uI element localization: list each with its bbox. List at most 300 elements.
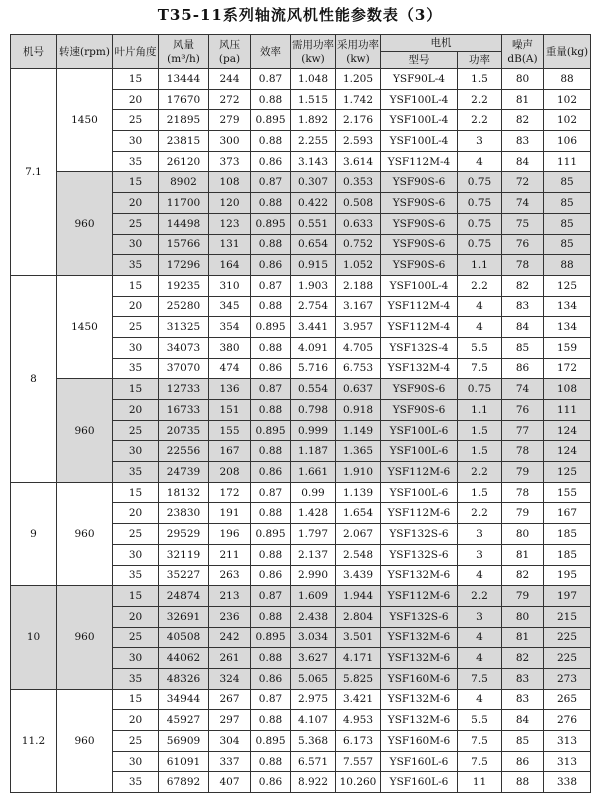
cell-required-power: 2.137 [291, 544, 336, 565]
cell-blade-angle: 15 [113, 379, 159, 400]
cell-motor-power: 0.75 [458, 193, 502, 214]
cell-motor-power: 0.75 [458, 379, 502, 400]
cell-noise: 76 [502, 234, 544, 255]
cell-adopted-power: 1.149 [336, 420, 381, 441]
cell-motor-power: 1.5 [458, 441, 502, 462]
cell-pressure: 136 [209, 379, 251, 400]
cell-motor-type: YSF90S-6 [381, 400, 458, 421]
cell-pressure: 261 [209, 648, 251, 669]
cell-weight: 124 [544, 420, 591, 441]
cell-pressure: 279 [209, 110, 251, 131]
cell-weight: 265 [544, 689, 591, 710]
cell-model-no: 8 [11, 275, 57, 482]
cell-required-power: 1.048 [291, 69, 336, 90]
cell-required-power: 3.441 [291, 317, 336, 338]
cell-noise: 86 [502, 358, 544, 379]
cell-motor-type: YSF160M-6 [381, 668, 458, 689]
cell-motor-power: 5.5 [458, 337, 502, 358]
cell-airflow: 45927 [159, 710, 209, 731]
cell-pressure: 213 [209, 586, 251, 607]
cell-required-power: 1.428 [291, 503, 336, 524]
cell-airflow: 22556 [159, 441, 209, 462]
cell-airflow: 24739 [159, 462, 209, 483]
cell-airflow: 32119 [159, 544, 209, 565]
cell-motor-type: YSF112M-6 [381, 462, 458, 483]
cell-required-power: 2.990 [291, 565, 336, 586]
cell-noise: 83 [502, 668, 544, 689]
header-noise: 噪声dB(A) [502, 35, 544, 69]
cell-airflow: 23815 [159, 131, 209, 152]
cell-adopted-power: 7.557 [336, 751, 381, 772]
cell-blade-angle: 15 [113, 69, 159, 90]
cell-adopted-power: 10.260 [336, 772, 381, 793]
cell-weight: 124 [544, 441, 591, 462]
cell-blade-angle: 15 [113, 689, 159, 710]
cell-weight: 155 [544, 482, 591, 503]
cell-speed: 960 [57, 482, 113, 585]
cell-adopted-power: 0.752 [336, 234, 381, 255]
cell-motor-power: 2.2 [458, 462, 502, 483]
cell-noise: 85 [502, 731, 544, 752]
cell-noise: 82 [502, 565, 544, 586]
cell-pressure: 211 [209, 544, 251, 565]
cell-noise: 78 [502, 441, 544, 462]
cell-required-power: 4.107 [291, 710, 336, 731]
cell-required-power: 3.034 [291, 627, 336, 648]
cell-pressure: 242 [209, 627, 251, 648]
cell-weight: 195 [544, 565, 591, 586]
cell-motor-type: YSF90S-6 [381, 193, 458, 214]
cell-pressure: 337 [209, 751, 251, 772]
cell-motor-power: 5.5 [458, 710, 502, 731]
header-motor-power: 功率 [458, 52, 502, 69]
header-airflow: 风量(m³/h) [159, 35, 209, 69]
cell-adopted-power: 2.593 [336, 131, 381, 152]
cell-weight: 108 [544, 379, 591, 400]
cell-efficiency: 0.86 [251, 151, 291, 172]
cell-efficiency: 0.88 [251, 544, 291, 565]
cell-blade-angle: 25 [113, 317, 159, 338]
cell-efficiency: 0.88 [251, 648, 291, 669]
cell-speed: 1450 [57, 275, 113, 378]
cell-blade-angle: 20 [113, 400, 159, 421]
cell-speed: 1450 [57, 69, 113, 172]
cell-adopted-power: 0.633 [336, 213, 381, 234]
cell-weight: 111 [544, 151, 591, 172]
cell-efficiency: 0.88 [251, 710, 291, 731]
cell-weight: 159 [544, 337, 591, 358]
cell-weight: 102 [544, 110, 591, 131]
cell-motor-type: YSF160L-6 [381, 751, 458, 772]
cell-airflow: 31325 [159, 317, 209, 338]
cell-pressure: 407 [209, 772, 251, 793]
cell-model-no: 11.2 [11, 689, 57, 792]
cell-pressure: 172 [209, 482, 251, 503]
cell-noise: 81 [502, 89, 544, 110]
cell-noise: 80 [502, 606, 544, 627]
table-title: T35-11系列轴流风机性能参数表（3） [157, 6, 443, 24]
cell-adopted-power: 6.753 [336, 358, 381, 379]
cell-efficiency: 0.87 [251, 275, 291, 296]
cell-adopted-power: 4.171 [336, 648, 381, 669]
cell-airflow: 18132 [159, 482, 209, 503]
cell-motor-type: YSF132M-6 [381, 565, 458, 586]
table-row [11, 482, 591, 503]
cell-blade-angle: 20 [113, 606, 159, 627]
cell-blade-angle: 25 [113, 731, 159, 752]
cell-airflow: 34944 [159, 689, 209, 710]
cell-efficiency: 0.88 [251, 337, 291, 358]
cell-weight: 273 [544, 668, 591, 689]
cell-speed: 960 [57, 172, 113, 275]
cell-blade-angle: 25 [113, 110, 159, 131]
cell-required-power: 0.999 [291, 420, 336, 441]
cell-blade-angle: 30 [113, 337, 159, 358]
cell-adopted-power: 2.067 [336, 524, 381, 545]
cell-efficiency: 0.895 [251, 731, 291, 752]
cell-motor-type: YSF132M-6 [381, 648, 458, 669]
cell-efficiency: 0.88 [251, 296, 291, 317]
cell-noise: 78 [502, 255, 544, 276]
cell-weight: 313 [544, 731, 591, 752]
header-weight: 重量(kg) [544, 35, 591, 69]
cell-motor-power: 7.5 [458, 731, 502, 752]
cell-noise: 86 [502, 751, 544, 772]
header-pressure: 风压(pa) [209, 35, 251, 69]
cell-adopted-power: 0.508 [336, 193, 381, 214]
cell-pressure: 297 [209, 710, 251, 731]
cell-weight: 185 [544, 544, 591, 565]
cell-motor-power: 3 [458, 606, 502, 627]
cell-noise: 81 [502, 544, 544, 565]
cell-weight: 197 [544, 586, 591, 607]
cell-airflow: 48326 [159, 668, 209, 689]
cell-motor-power: 4 [458, 689, 502, 710]
cell-weight: 185 [544, 524, 591, 545]
cell-airflow: 23830 [159, 503, 209, 524]
cell-blade-angle: 35 [113, 462, 159, 483]
cell-blade-angle: 20 [113, 503, 159, 524]
cell-pressure: 191 [209, 503, 251, 524]
cell-motor-type: YSF132M-6 [381, 627, 458, 648]
cell-pressure: 304 [209, 731, 251, 752]
cell-airflow: 11700 [159, 193, 209, 214]
cell-pressure: 123 [209, 213, 251, 234]
cell-adopted-power: 1.139 [336, 482, 381, 503]
cell-noise: 85 [502, 337, 544, 358]
table-row [11, 172, 591, 193]
cell-weight: 125 [544, 275, 591, 296]
cell-efficiency: 0.895 [251, 627, 291, 648]
cell-motor-power: 4 [458, 317, 502, 338]
cell-adopted-power: 2.804 [336, 606, 381, 627]
cell-pressure: 164 [209, 255, 251, 276]
cell-airflow: 37070 [159, 358, 209, 379]
cell-noise: 81 [502, 627, 544, 648]
cell-motor-type: YSF100L-4 [381, 89, 458, 110]
cell-motor-power: 4 [458, 151, 502, 172]
cell-efficiency: 0.895 [251, 420, 291, 441]
cell-noise: 83 [502, 689, 544, 710]
cell-motor-power: 4 [458, 627, 502, 648]
cell-pressure: 151 [209, 400, 251, 421]
cell-noise: 79 [502, 503, 544, 524]
cell-adopted-power: 1.742 [336, 89, 381, 110]
cell-weight: 111 [544, 400, 591, 421]
cell-blade-angle: 35 [113, 668, 159, 689]
cell-efficiency: 0.88 [251, 234, 291, 255]
cell-adopted-power: 4.705 [336, 337, 381, 358]
cell-motor-power: 7.5 [458, 358, 502, 379]
cell-required-power: 5.065 [291, 668, 336, 689]
cell-motor-type: YSF90S-6 [381, 255, 458, 276]
cell-motor-type: YSF100L-4 [381, 275, 458, 296]
cell-motor-power: 2.2 [458, 503, 502, 524]
cell-blade-angle: 15 [113, 586, 159, 607]
header-model-no: 机号 [11, 35, 57, 69]
cell-blade-angle: 20 [113, 296, 159, 317]
cell-motor-type: YSF90S-6 [381, 234, 458, 255]
cell-blade-angle: 30 [113, 648, 159, 669]
cell-efficiency: 0.895 [251, 213, 291, 234]
cell-adopted-power: 3.957 [336, 317, 381, 338]
cell-model-no: 10 [11, 586, 57, 689]
table-row [11, 379, 591, 400]
cell-motor-type: YSF132S-4 [381, 337, 458, 358]
cell-airflow: 17670 [159, 89, 209, 110]
cell-pressure: 244 [209, 69, 251, 90]
cell-blade-angle: 15 [113, 275, 159, 296]
cell-motor-type: YSF132M-6 [381, 710, 458, 731]
cell-airflow: 40508 [159, 627, 209, 648]
cell-airflow: 21895 [159, 110, 209, 131]
cell-adopted-power: 0.918 [336, 400, 381, 421]
cell-motor-power: 2.2 [458, 110, 502, 131]
cell-weight: 88 [544, 255, 591, 276]
cell-motor-power: 4 [458, 648, 502, 669]
cell-adopted-power: 1.910 [336, 462, 381, 483]
cell-airflow: 20735 [159, 420, 209, 441]
cell-pressure: 263 [209, 565, 251, 586]
cell-motor-type: YSF132M-6 [381, 689, 458, 710]
cell-efficiency: 0.88 [251, 751, 291, 772]
cell-motor-type: YSF100L-4 [381, 131, 458, 152]
table-row [11, 689, 591, 710]
cell-speed: 960 [57, 586, 113, 689]
cell-pressure: 208 [209, 462, 251, 483]
cell-adopted-power: 2.548 [336, 544, 381, 565]
header-required-power: 需用功率(kw) [291, 35, 336, 69]
cell-motor-power: 0.75 [458, 234, 502, 255]
cell-adopted-power: 2.176 [336, 110, 381, 131]
cell-required-power: 0.915 [291, 255, 336, 276]
cell-weight: 225 [544, 648, 591, 669]
cell-speed: 960 [57, 689, 113, 792]
cell-pressure: 310 [209, 275, 251, 296]
cell-airflow: 14498 [159, 213, 209, 234]
cell-motor-type: YSF112M-4 [381, 317, 458, 338]
cell-adopted-power: 3.614 [336, 151, 381, 172]
cell-required-power: 1.609 [291, 586, 336, 607]
cell-pressure: 236 [209, 606, 251, 627]
cell-weight: 276 [544, 710, 591, 731]
cell-motor-power: 3 [458, 131, 502, 152]
cell-adopted-power: 5.825 [336, 668, 381, 689]
cell-adopted-power: 1.052 [336, 255, 381, 276]
table-header [11, 35, 591, 69]
cell-blade-angle: 25 [113, 213, 159, 234]
cell-motor-power: 3 [458, 524, 502, 545]
cell-blade-angle: 35 [113, 151, 159, 172]
cell-weight: 134 [544, 317, 591, 338]
cell-efficiency: 0.87 [251, 482, 291, 503]
cell-airflow: 12733 [159, 379, 209, 400]
cell-noise: 84 [502, 710, 544, 731]
cell-required-power: 5.368 [291, 731, 336, 752]
cell-efficiency: 0.88 [251, 89, 291, 110]
cell-noise: 82 [502, 648, 544, 669]
cell-blade-angle: 30 [113, 234, 159, 255]
cell-pressure: 380 [209, 337, 251, 358]
cell-required-power: 0.99 [291, 482, 336, 503]
cell-efficiency: 0.88 [251, 400, 291, 421]
cell-airflow: 25280 [159, 296, 209, 317]
header-efficiency: 效率 [251, 35, 291, 69]
cell-blade-angle: 20 [113, 710, 159, 731]
cell-airflow: 67892 [159, 772, 209, 793]
cell-efficiency: 0.88 [251, 503, 291, 524]
cell-noise: 75 [502, 213, 544, 234]
cell-motor-type: YSF90S-6 [381, 379, 458, 400]
cell-adopted-power: 3.439 [336, 565, 381, 586]
cell-motor-power: 1.5 [458, 482, 502, 503]
cell-airflow: 8902 [159, 172, 209, 193]
cell-pressure: 373 [209, 151, 251, 172]
cell-airflow: 16733 [159, 400, 209, 421]
cell-noise: 74 [502, 379, 544, 400]
cell-motor-power: 0.75 [458, 172, 502, 193]
cell-motor-power: 11 [458, 772, 502, 793]
cell-pressure: 155 [209, 420, 251, 441]
table-row [11, 69, 591, 90]
cell-efficiency: 0.895 [251, 110, 291, 131]
cell-required-power: 8.922 [291, 772, 336, 793]
cell-required-power: 5.716 [291, 358, 336, 379]
cell-pressure: 354 [209, 317, 251, 338]
cell-weight: 134 [544, 296, 591, 317]
cell-pressure: 120 [209, 193, 251, 214]
cell-blade-angle: 15 [113, 172, 159, 193]
cell-blade-angle: 30 [113, 544, 159, 565]
cell-efficiency: 0.88 [251, 193, 291, 214]
cell-required-power: 1.515 [291, 89, 336, 110]
cell-blade-angle: 35 [113, 255, 159, 276]
cell-efficiency: 0.87 [251, 689, 291, 710]
cell-noise: 78 [502, 482, 544, 503]
cell-motor-power: 4 [458, 565, 502, 586]
header-speed: 转速(rpm) [57, 35, 113, 69]
cell-weight: 88 [544, 69, 591, 90]
cell-adopted-power: 1.205 [336, 69, 381, 90]
cell-adopted-power: 3.421 [336, 689, 381, 710]
cell-motor-type: YSF112M-4 [381, 151, 458, 172]
cell-motor-type: YSF100L-6 [381, 420, 458, 441]
cell-weight: 102 [544, 89, 591, 110]
cell-motor-power: 1.1 [458, 400, 502, 421]
header-adopted-power: 采用功率(kw) [336, 35, 381, 69]
cell-adopted-power: 1.365 [336, 441, 381, 462]
cell-model-no: 7.1 [11, 69, 57, 276]
cell-weight: 85 [544, 234, 591, 255]
cell-motor-type: YSF112M-4 [381, 296, 458, 317]
cell-pressure: 272 [209, 89, 251, 110]
cell-blade-angle: 25 [113, 627, 159, 648]
cell-pressure: 474 [209, 358, 251, 379]
cell-noise: 88 [502, 772, 544, 793]
cell-motor-type: YSF112M-6 [381, 586, 458, 607]
cell-noise: 84 [502, 151, 544, 172]
cell-efficiency: 0.88 [251, 441, 291, 462]
cell-noise: 82 [502, 275, 544, 296]
cell-airflow: 61091 [159, 751, 209, 772]
cell-blade-angle: 15 [113, 482, 159, 503]
cell-blade-angle: 35 [113, 772, 159, 793]
cell-adopted-power: 3.501 [336, 627, 381, 648]
cell-noise: 83 [502, 131, 544, 152]
cell-required-power: 2.438 [291, 606, 336, 627]
cell-weight: 85 [544, 193, 591, 214]
cell-motor-type: YSF160M-6 [381, 731, 458, 752]
cell-required-power: 1.797 [291, 524, 336, 545]
cell-required-power: 6.571 [291, 751, 336, 772]
cell-airflow: 26120 [159, 151, 209, 172]
cell-weight: 172 [544, 358, 591, 379]
cell-adopted-power: 1.654 [336, 503, 381, 524]
cell-efficiency: 0.87 [251, 379, 291, 400]
cell-airflow: 19235 [159, 275, 209, 296]
cell-noise: 77 [502, 420, 544, 441]
header-motor: 电机 [381, 35, 502, 52]
cell-efficiency: 0.86 [251, 255, 291, 276]
cell-weight: 85 [544, 213, 591, 234]
cell-required-power: 0.422 [291, 193, 336, 214]
cell-motor-type: YSF132S-6 [381, 544, 458, 565]
cell-blade-angle: 25 [113, 524, 159, 545]
cell-noise: 83 [502, 296, 544, 317]
cell-pressure: 267 [209, 689, 251, 710]
cell-efficiency: 0.87 [251, 172, 291, 193]
cell-adopted-power: 4.953 [336, 710, 381, 731]
cell-motor-power: 0.75 [458, 213, 502, 234]
cell-noise: 80 [502, 524, 544, 545]
table-body [11, 69, 591, 793]
cell-airflow: 29529 [159, 524, 209, 545]
table-row [11, 586, 591, 607]
cell-weight: 215 [544, 606, 591, 627]
cell-airflow: 32691 [159, 606, 209, 627]
cell-motor-power: 1.1 [458, 255, 502, 276]
cell-blade-angle: 35 [113, 565, 159, 586]
cell-noise: 72 [502, 172, 544, 193]
cell-efficiency: 0.88 [251, 606, 291, 627]
performance-table [10, 34, 591, 793]
cell-required-power: 1.661 [291, 462, 336, 483]
cell-weight: 225 [544, 627, 591, 648]
cell-airflow: 44062 [159, 648, 209, 669]
cell-required-power: 2.754 [291, 296, 336, 317]
cell-required-power: 0.307 [291, 172, 336, 193]
cell-noise: 82 [502, 110, 544, 131]
